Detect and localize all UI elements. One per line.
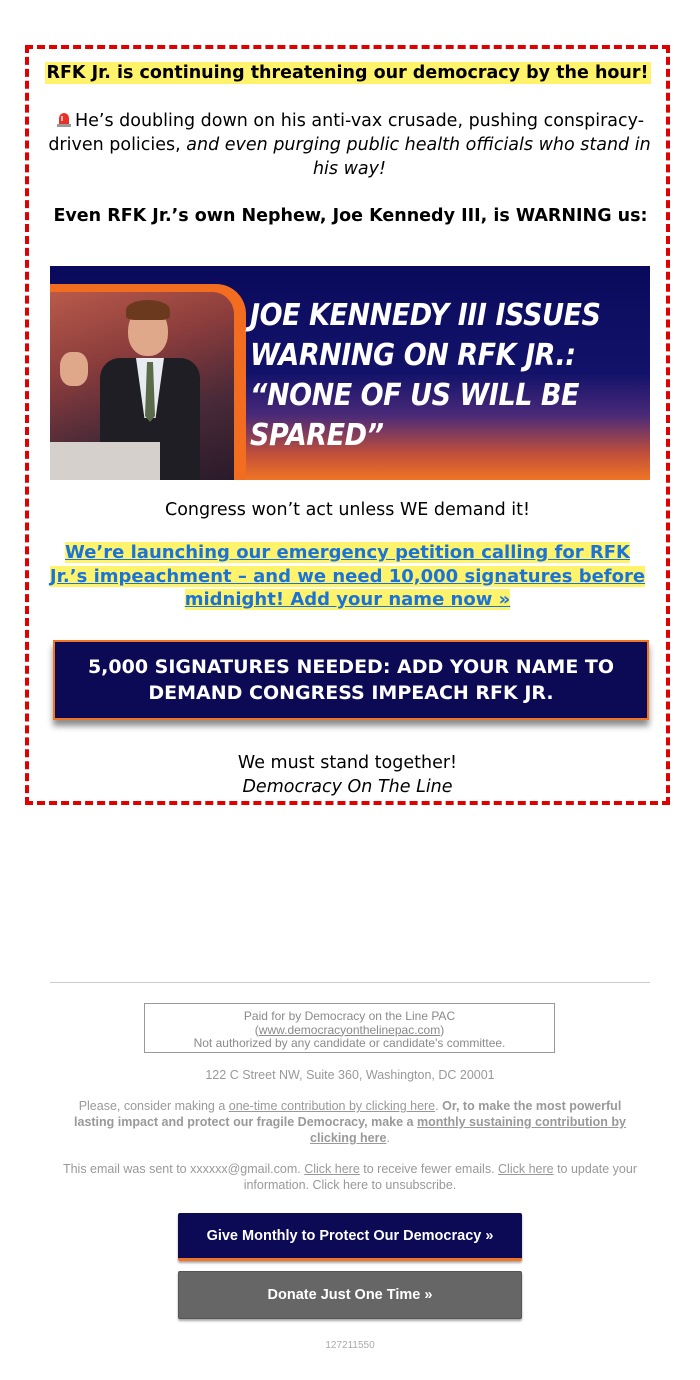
monthly-contribution-link[interactable]: monthly sustaining contribution by clicking here	[310, 1115, 626, 1145]
hair	[126, 300, 170, 320]
signature: Democracy On The Line	[242, 777, 453, 797]
one-time-contribution-link[interactable]: one-time contribution by clicking here	[228, 1099, 436, 1113]
intro-text: He’s doubling down on his anti-vax crusade, pushing conspiracy-driven policies,	[48, 111, 645, 155]
warning-text: Even RFK Jr.’s own Nephew, Joe Kennedy III, is WARNING us:	[53, 206, 648, 226]
paid-for-text: Paid for by Democracy on the Line PAC	[243, 1009, 456, 1023]
photo-frame	[50, 284, 246, 480]
headline-text: RFK Jr. is continuing threatening our democracy by the hour!	[46, 63, 649, 83]
fewer-emails-link[interactable]: Click here	[304, 1162, 360, 1176]
address: 122 C Street NW, Suite 360, Washington, DC 20001	[205, 1068, 495, 1082]
congress-text: Congress won’t act unless WE demand it!	[164, 500, 531, 520]
hand	[60, 352, 88, 386]
speaker-photo	[50, 292, 234, 480]
website-line: (www.democracyonthelinepac.com)	[254, 1022, 445, 1037]
not-authorized-text: Not authorized by any candidate or candidate's committee.	[193, 1036, 506, 1050]
petition-link[interactable]: We’re launching our emergency petition calling for RFK Jr.’s impeachment – and we need 10,000 signatures before midnight! Add your name now »	[49, 542, 646, 610]
give-monthly-button-label: Give Monthly to Protect Our Democracy »	[206, 1227, 494, 1244]
petition-paragraph	[47, 541, 648, 612]
give-monthly-button[interactable]	[178, 1213, 522, 1261]
email-code: 127211550	[325, 1340, 375, 1351]
contribution-text: Please, consider making a one-time contribution by clicking here. Or, to make the most powerful lasting impact and protect our fragile Democracy, make a monthly sustaining contribution by clicking here.	[74, 1099, 626, 1145]
email-content-frame	[25, 45, 670, 805]
footer-divider	[50, 982, 650, 983]
closing-text: We must stand together!	[237, 753, 458, 773]
paid-for-box	[144, 1003, 555, 1053]
banner-headline: JOE KENNEDY III ISSUES WARNING ON RFK JR.: “NONE OF US WILL BE SPARED”	[250, 298, 601, 453]
sign-petition-button[interactable]	[53, 640, 649, 720]
intro-paragraph	[39, 109, 660, 181]
siren-icon	[55, 110, 73, 128]
website-link[interactable]: www.democracyonthelinepac.com	[258, 1022, 441, 1037]
news-banner-image[interactable]	[50, 266, 650, 480]
donate-once-button[interactable]	[178, 1271, 522, 1319]
update-info-link[interactable]: Click here	[498, 1162, 554, 1176]
sign-petition-button-label: 5,000 SIGNATURES NEEDED: ADD YOUR NAME TO DEMAND CONGRESS IMPEACH RFK JR.	[87, 656, 615, 704]
email-sent-text: This email was sent to xxxxxx@gmail.com. Click here to receive fewer emails. Click here to update your information. Click here to unsubscribe.	[62, 1162, 638, 1192]
intro-italic-text: and even purging public health officials who stand in his way!	[186, 135, 651, 179]
donate-once-button-label: Donate Just One Time »	[267, 1287, 433, 1303]
podium	[50, 442, 160, 480]
headline	[29, 63, 666, 83]
closing	[29, 751, 666, 799]
